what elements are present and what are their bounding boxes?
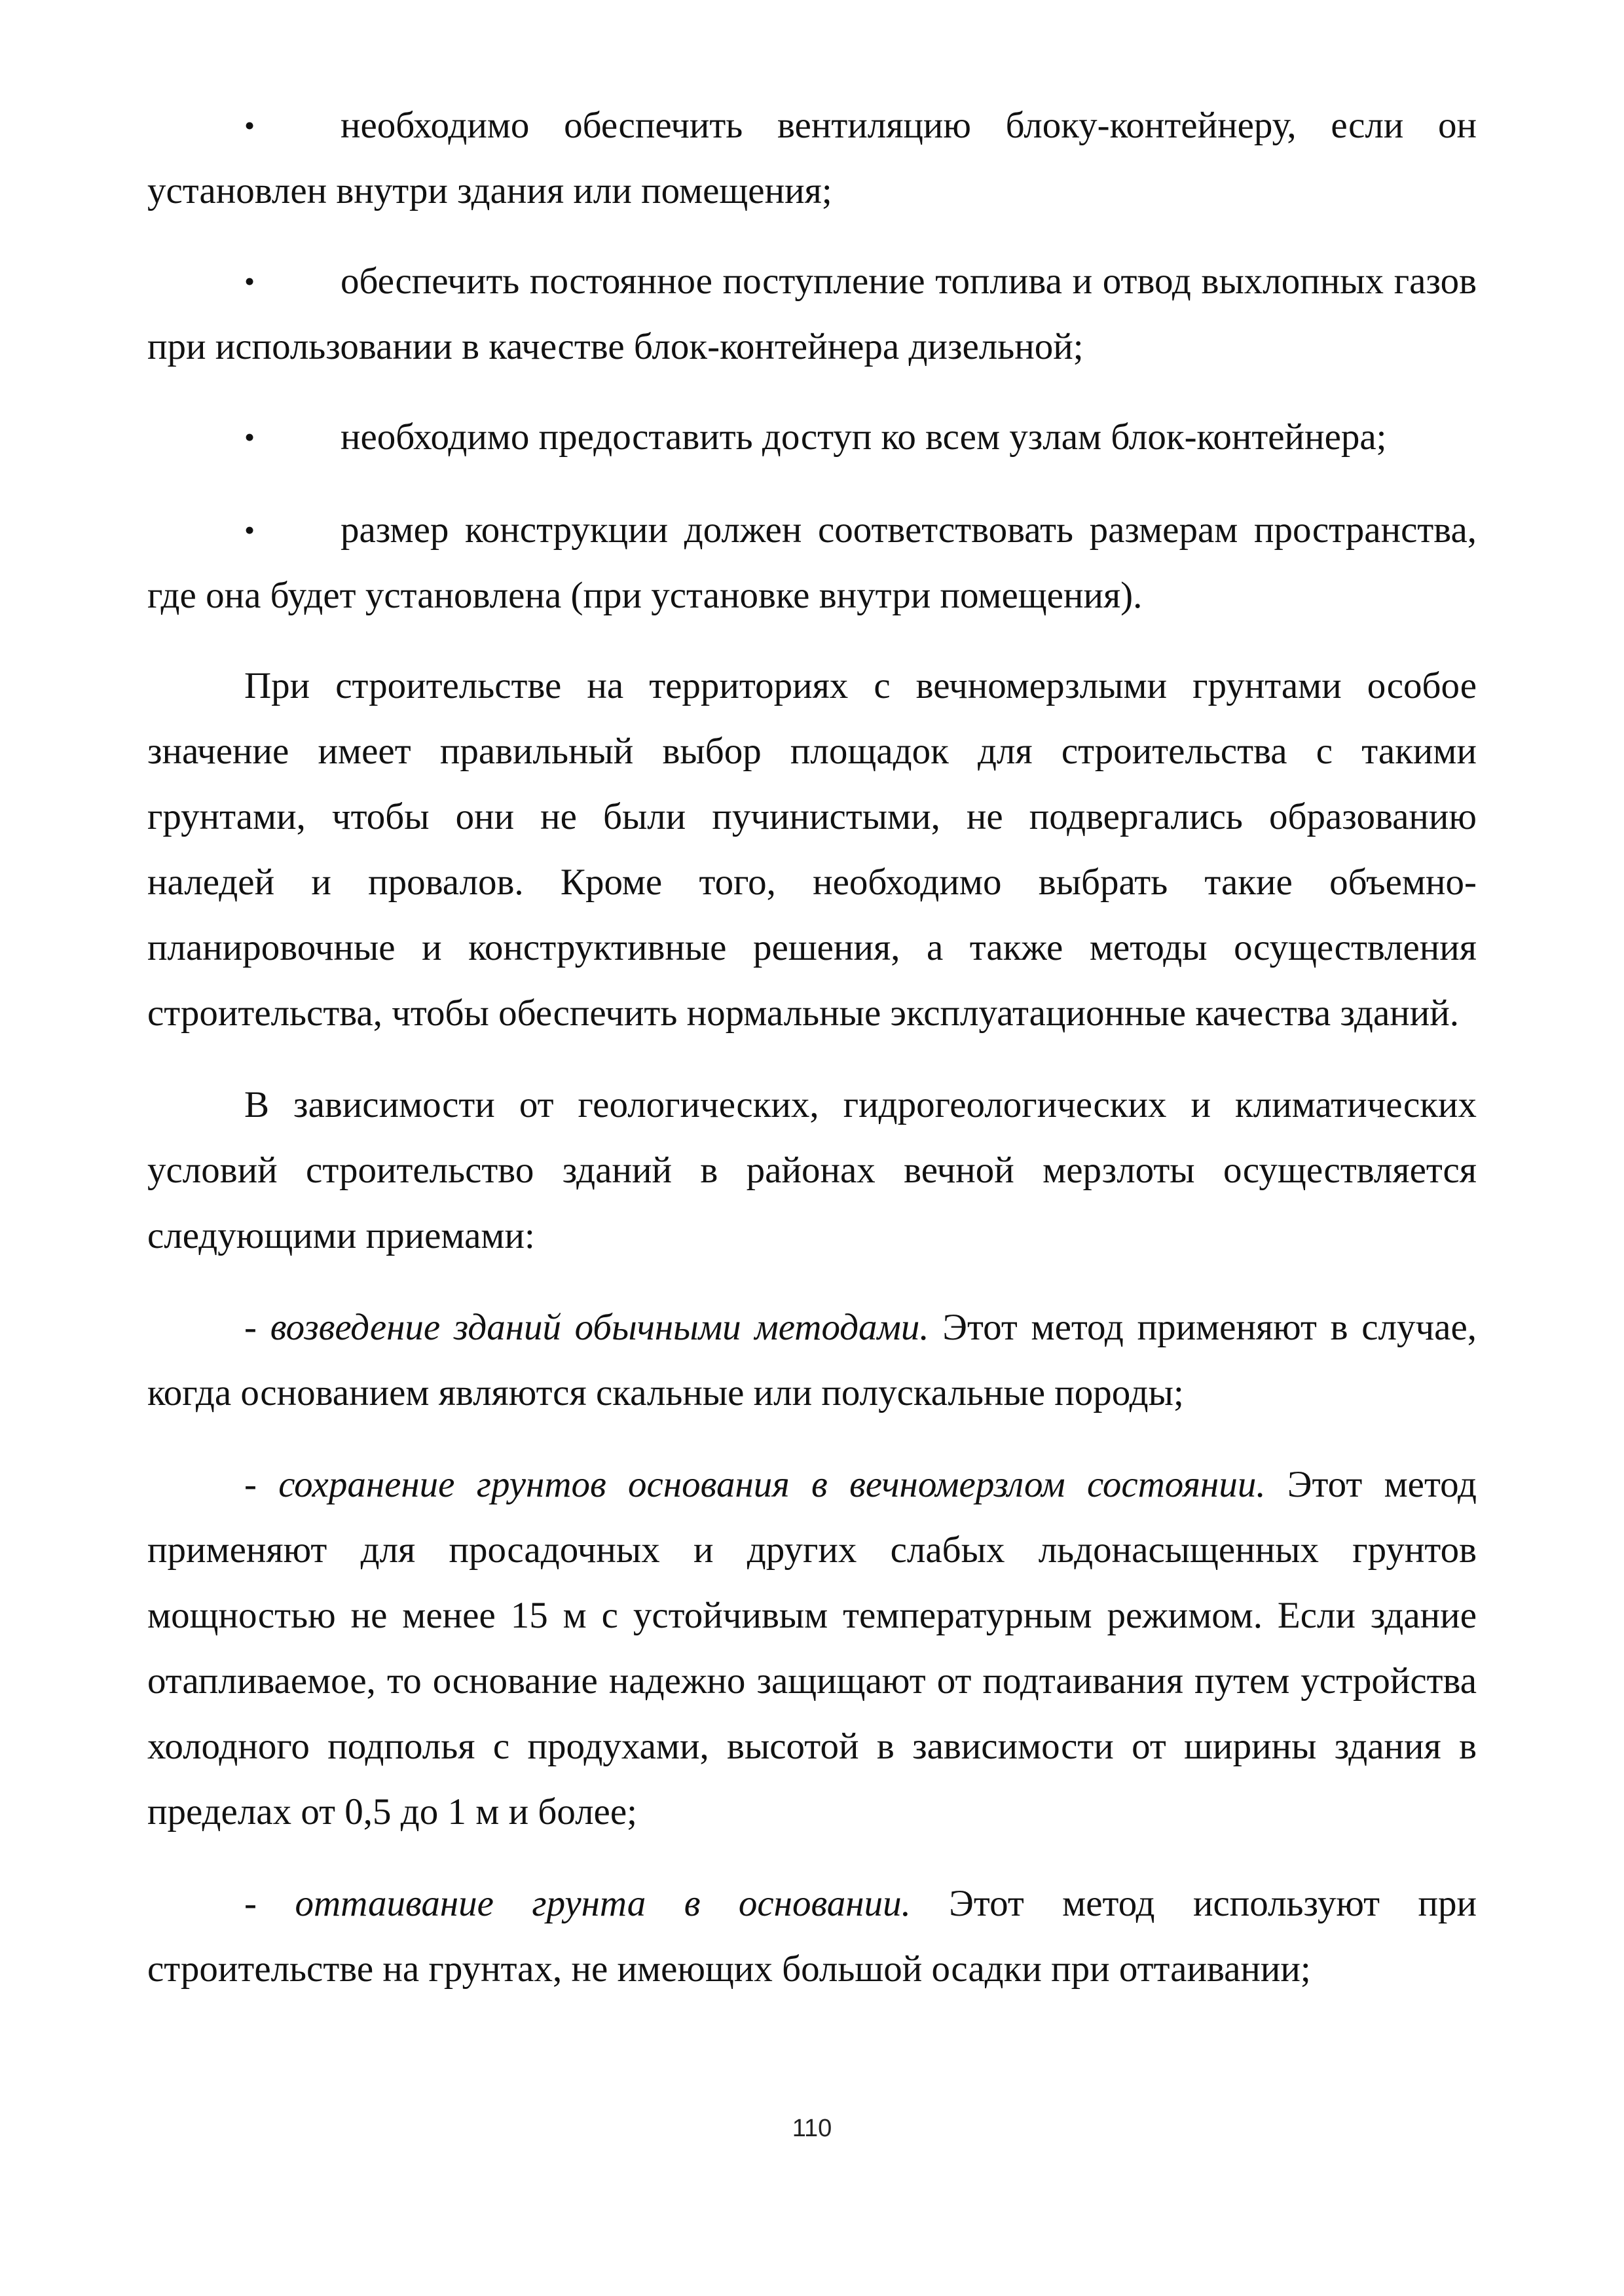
bullet-marker: • bbox=[244, 264, 255, 298]
bullet-item bbox=[147, 249, 1477, 380]
method-text: Этот метод используют при строительстве на грунтах, не имеющих большой осадки при оттаивании; bbox=[147, 1883, 1477, 1990]
bullet-text: размер конструкции должен соответствовать размерам пространства, где она будет установлена (при установке внутри помещения). bbox=[147, 509, 1477, 616]
method-dash: - bbox=[244, 1464, 279, 1505]
bullet-text: обеспечить постоянное поступление топлива и отвод выхлопных газов при использовании в качестве блок-контейнера дизельной; bbox=[147, 261, 1477, 367]
bullet-item bbox=[147, 93, 1477, 224]
method-title: возведение зданий обычными методами. bbox=[270, 1307, 929, 1348]
page-number: 110 bbox=[792, 2115, 832, 2142]
bullet-item bbox=[147, 405, 1477, 470]
bullet-marker: • bbox=[244, 109, 255, 142]
bullet-item bbox=[147, 498, 1477, 629]
method-text: Этот метод применяют для просадочных и других слабых льдонасыщенных грунтов мощностью не менее 15 м с устойчивым температурным режимом. Если здание отапливаемое, то основание надежно защищают от подтаивания путем устройства холодного подполья с продухами, высотой в зависимости от ширины здания в пределах от 0,5 до 1 м и более; bbox=[147, 1464, 1477, 1832]
method-item bbox=[147, 1452, 1477, 1845]
method-item bbox=[147, 1871, 1477, 2002]
paragraph-permafrost-site: При строительстве на территориях с вечномерзлыми грунтами особое значение имеет правильный выбор площадок для строительства с такими грунтами, чтобы они не были пучинистыми, не подвергались образованию наледей и провалов. Кроме того, необходимо выбрать такие объемно-планировочные и конструктивные решения, а также методы осуществления строительства, чтобы обеспечить нормальные эксплуатационные качества зданий. bbox=[147, 665, 1477, 1034]
bullet-marker: • bbox=[244, 420, 255, 454]
method-text: Этот метод применяют в случае, когда основанием являются скальные или полускальные породы; bbox=[147, 1307, 1477, 1413]
bullet-marker: • bbox=[244, 513, 255, 547]
page-body bbox=[147, 93, 1477, 2002]
method-title: сохранение грунтов основания в вечномерзлом состоянии. bbox=[278, 1464, 1266, 1505]
method-item bbox=[147, 1295, 1477, 1426]
method-dash: - bbox=[244, 1883, 295, 1924]
bullet-text: необходимо предоставить доступ ко всем узлам блок-контейнера; bbox=[341, 416, 1387, 458]
paragraph-methods-intro: В зависимости от геологических, гидрогеологических и климатических условий строительство зданий в районах вечной мерзлоты осуществляется следующими приемами: bbox=[147, 1084, 1477, 1256]
bullet-text: необходимо обеспечить вентиляцию блоку-контейнеру, если он установлен внутри здания или помещения; bbox=[147, 105, 1477, 211]
method-dash: - bbox=[244, 1307, 270, 1348]
method-title: оттаивание грунта в основании. bbox=[295, 1883, 911, 1924]
